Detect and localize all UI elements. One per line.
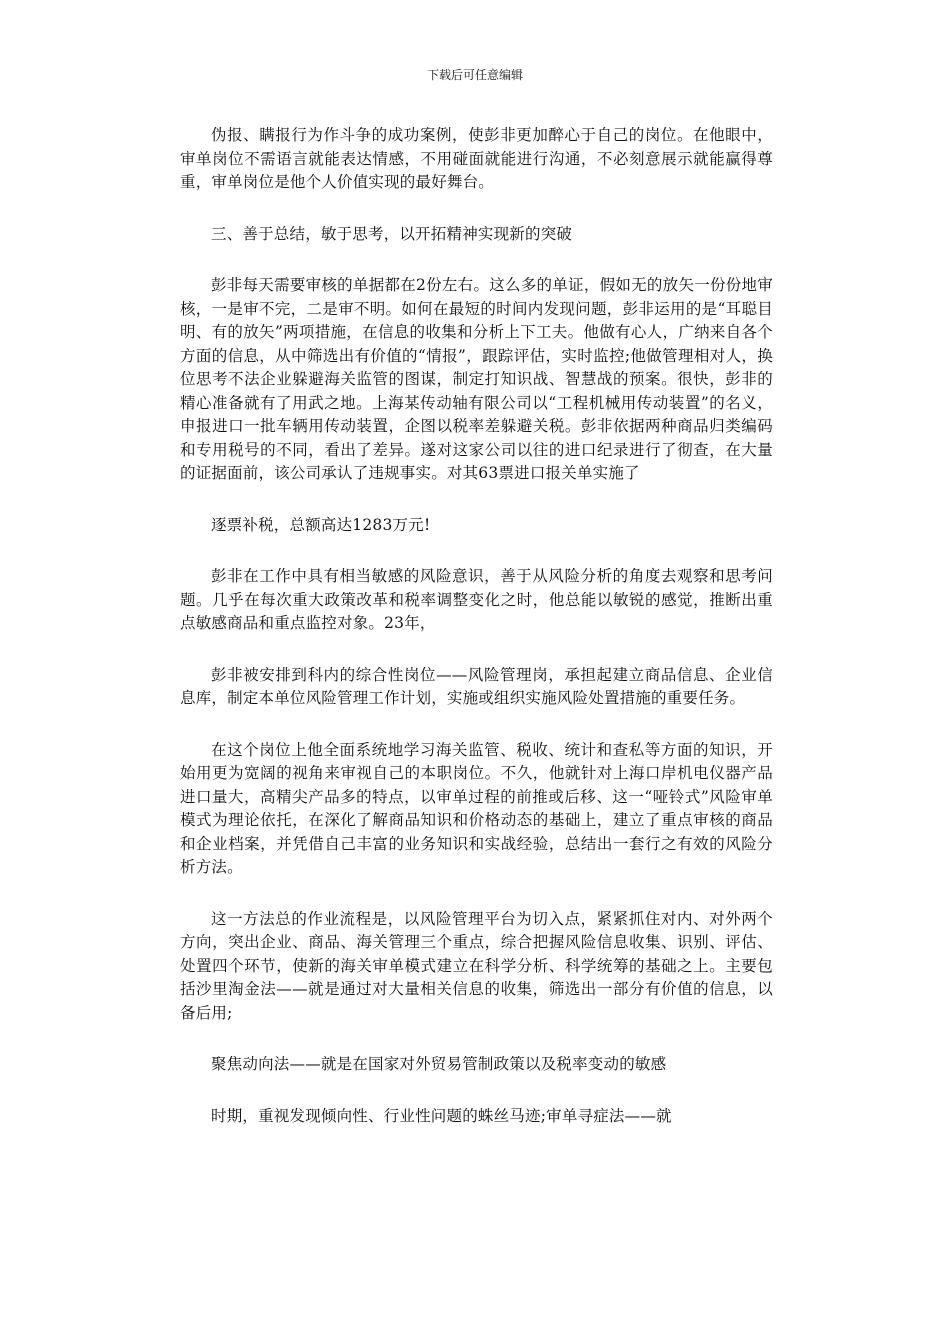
section-heading: 三、善于总结，敏于思考，以开拓精神实现新的突破 bbox=[211, 224, 573, 243]
document-body bbox=[180, 124, 773, 1156]
paragraph-6: 彭非被安排到科内的综合性岗位——风险管理岗，承担起建立商品信息、企业信息库，制定本单位风险管理工作计划，实施或组织实施风险处置措施的重要任务。 bbox=[180, 665, 773, 707]
paragraph-7: 在这个岗位上他全面系统地学习海关监管、税收、统计和查私等方面的知识，开始用更为宽阔的视角来审视自己的本职岗位。不久，他就针对上海口岸机电仪器产品进口量大，高精尖产品多的特点，以审单过程的前推或后移、这一“哑铃式”风险审单模式为理论依托，在深化了解商品知识和价格动态的基础上，建立了重点审核的商品和企业档案，并凭借自己丰富的业务知识和实战经验，总结出一套行之有效的风险分析方法。 bbox=[180, 740, 773, 876]
paragraph-1: 伪报、瞒报行为作斗争的成功案例，使彭非更加醉心于自己的岗位。在他眼中，审单岗位不需语言就能表达情感，不用碰面就能进行沟通，不必刻意展示就能赢得尊重，审单岗位是他个人价值实现的最好舞台。 bbox=[180, 126, 773, 191]
page-header: 下载后可任意编辑 bbox=[426, 68, 523, 82]
paragraph-3: 彭非每天需要审核的单据都在2份左右。这么多的单证，假如无的放矢一份份地审核，一是审不完，二是审不明。如何在最短的时间内发现问题，彭非运用的是“耳聪目明、有的放矢”两项措施，在信息的收集和分析上下工夫。他做有心人，广纳来自各个方面的信息，从中筛选出有价值的“情报”，跟踪评估，实时监控;他做管理相对人，换位思考不法企业躲避海关监管的图谋，制定打知识战、智慧战的预案。很快，彭非的精心准备就有了用武之地。上海某传动轴有限公司以“工程机械用传动装置”的名义，申报进口一批车辆用传动装置，企图以税率差躲避关税。彭非依据两种商品归类编码和专用税号的不同，看出了差异。遂对这家公司以往的进口纪录进行了彻查，在大量的证据面前，该公司承认了违规事实。对其63票进口报关单实施了 bbox=[180, 276, 773, 482]
paragraph-4: 逐票补税，总额高达1283万元! bbox=[211, 515, 431, 534]
paragraph-5: 彭非在工作中具有相当敏感的风险意识，善于从风险分析的角度去观察和思考问题。几乎在每次重大政策改革和税率调整变化之时，他总能以敏锐的感觉，推断出重点敏感商品和重点监控对象。23年， bbox=[180, 567, 773, 632]
paragraph-10: 时期，重视发现倾向性、行业性问题的蛛丝马迹;审单寻症法——就 bbox=[211, 1106, 672, 1125]
paragraph-8: 这一方法总的作业流程是，以风险管理平台为切入点，紧紧抓住对内、对外两个方向，突出企业、商品、海关管理三个重点，综合把握风险信息收集、识别、评估、处置四个环节，使新的海关审单模式建立在科学分析、科学统筹的基础之上。主要包括沙里淘金法——就是通过对大量相关信息的收集，筛选出一部分有价值的信息，以备后用; bbox=[180, 909, 773, 1022]
paragraph-9: 聚焦动向法——就是在国家对外贸易管制政策以及税率变动的敏感 bbox=[211, 1055, 667, 1073]
